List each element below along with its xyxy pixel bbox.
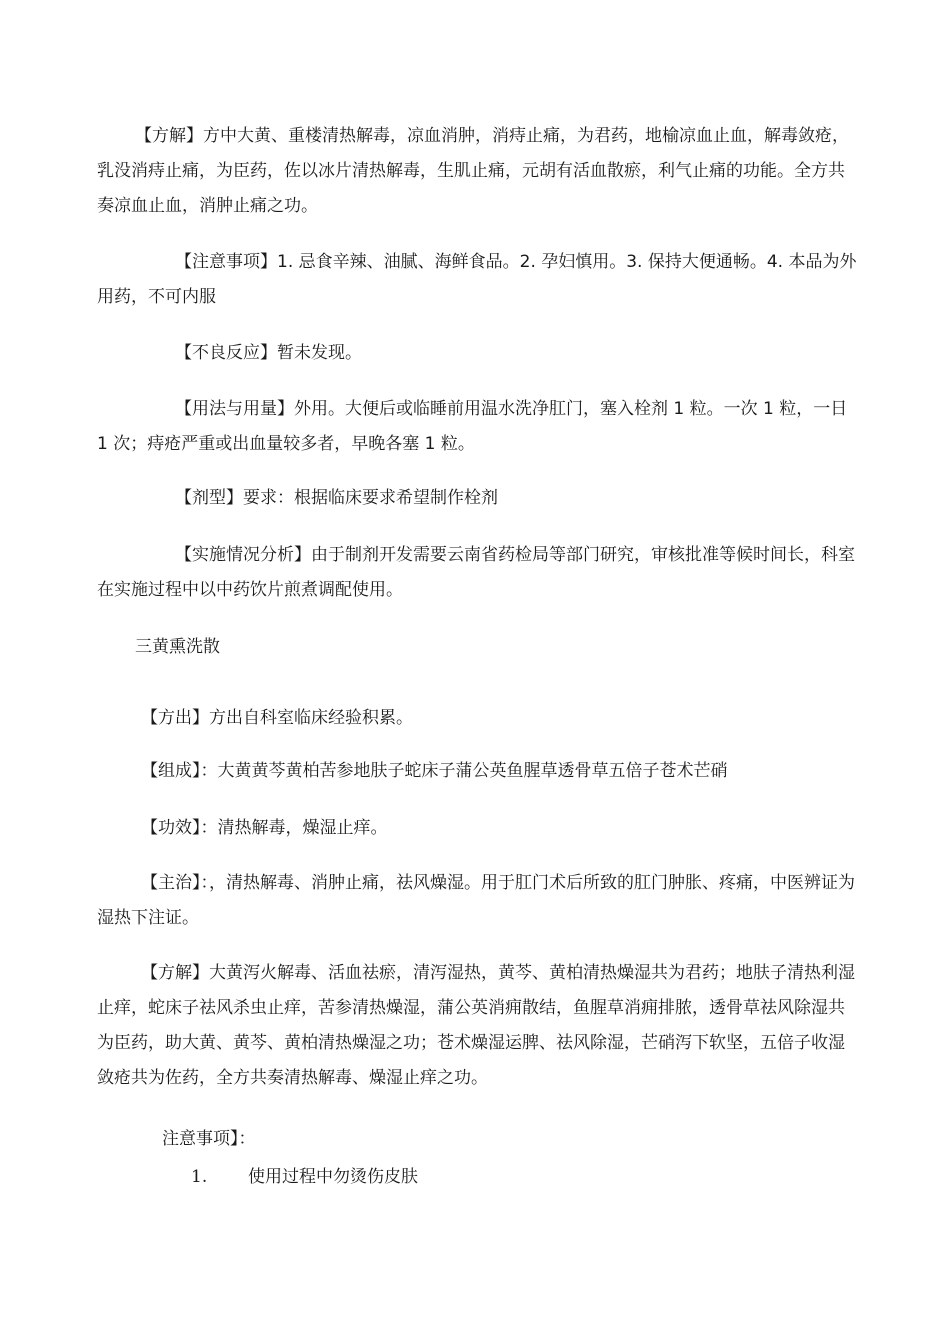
section-precautions-1 — [97, 245, 859, 315]
section-composition — [97, 754, 859, 789]
section-text: 由于制剂开发需要云南省药检局等部门研究，审核批准等候时间长，科室在实施过程中以中药饮片煎煮调配使用。 — [97, 545, 855, 600]
list-item-text: 使用过程中勿烫伤皮肤 — [248, 1167, 418, 1187]
section-adverse-reactions — [97, 336, 859, 371]
section-origin — [97, 701, 859, 736]
section-label: 【用法与用量】 — [175, 399, 294, 419]
section-implementation-analysis — [97, 538, 859, 608]
section-precautions-2 — [97, 1122, 859, 1157]
section-text: 暂未发现。 — [277, 343, 362, 363]
section-label: 【实施情况分析】 — [175, 545, 311, 565]
section-text: 方中大黄、重楼清热解毒，凉血消肿，消痔止痛，为君药，地榆凉血止血，解毒敛疮，乳没消痔止痛，为臣药，佐以冰片清热解毒，生肌止痛，元胡有活血散瘀，利气止痛的功能。全方共奏凉血止血，消肿止痛之功。 — [97, 126, 849, 216]
section-indications — [97, 866, 859, 936]
section-fangjie-2 — [97, 956, 859, 1096]
section-text: 要求：根据临床要求希望制作栓剂 — [243, 488, 498, 508]
section-label: 【不良反应】 — [175, 343, 277, 363]
list-item — [0, 1160, 950, 1195]
section-text: ：，清热解毒、消肿止痛，祛风燥湿。用于肛门术后所致的肛门肿胀、疼痛，中医辨证为湿热下注证。 — [97, 873, 855, 928]
section-fangjie-1 — [97, 119, 859, 224]
section-text: 三黄熏洗散 — [135, 637, 220, 657]
section-efficacy — [97, 811, 859, 846]
section-label: 【主治】 — [141, 873, 201, 893]
section-text: 注意事项】： — [162, 1129, 256, 1149]
list-item-number: 1. — [191, 1167, 208, 1187]
section-label: 【方解】 — [135, 126, 203, 146]
section-label: 【功效】 — [141, 818, 201, 838]
section-text: 方出自科室临床经验积累。 — [209, 708, 413, 728]
section-text: 外用。大便后或临睡前用温水洗净肛门，塞入栓剂 1 粒。一次 1 粒，一日 1 次；痔疮严重或出血量较多者，早晚各塞 1 粒。 — [97, 399, 848, 454]
formula-title — [97, 630, 859, 665]
section-label: 【方解】 — [141, 963, 209, 983]
section-dosage-form — [97, 481, 859, 516]
section-text: 大黄泻火解毒、活血祛瘀，清泻湿热，黄芩、黄柏清热燥湿共为君药；地肤子清热利湿止痒，蛇床子祛风杀虫止痒，苦参清热燥湿，蒲公英消痈散结，鱼腥草消痈排脓，透骨草祛风除湿共为臣药，助大黄、黄芩、黄柏清热燥湿之功；苍术燥湿运脾、祛风除湿，芒硝泻下软坚，五倍子收湿敛疮共为佐药，全方共奏清热解毒、燥湿止痒之功。 — [97, 963, 855, 1088]
section-text: ：清热解毒，燥湿止痒。 — [200, 818, 388, 838]
section-usage-dosage — [97, 392, 859, 462]
section-label: 【方出】 — [141, 708, 209, 728]
section-label: 【剂型】 — [175, 488, 243, 508]
section-text: 1. 忌食辛辣、油腻、海鲜食品。2. 孕妇慎用。3. 保持大便通畅。4. 本品为外用药，不可内服 — [97, 252, 857, 307]
section-label: 【注意事项】 — [175, 252, 277, 272]
section-text: ：大黄黄芩黄柏苦参地肤子蛇床子蒲公英鱼腥草透骨草五倍子苍术芒硝 — [200, 761, 728, 781]
section-label: 【组成】 — [141, 761, 201, 781]
